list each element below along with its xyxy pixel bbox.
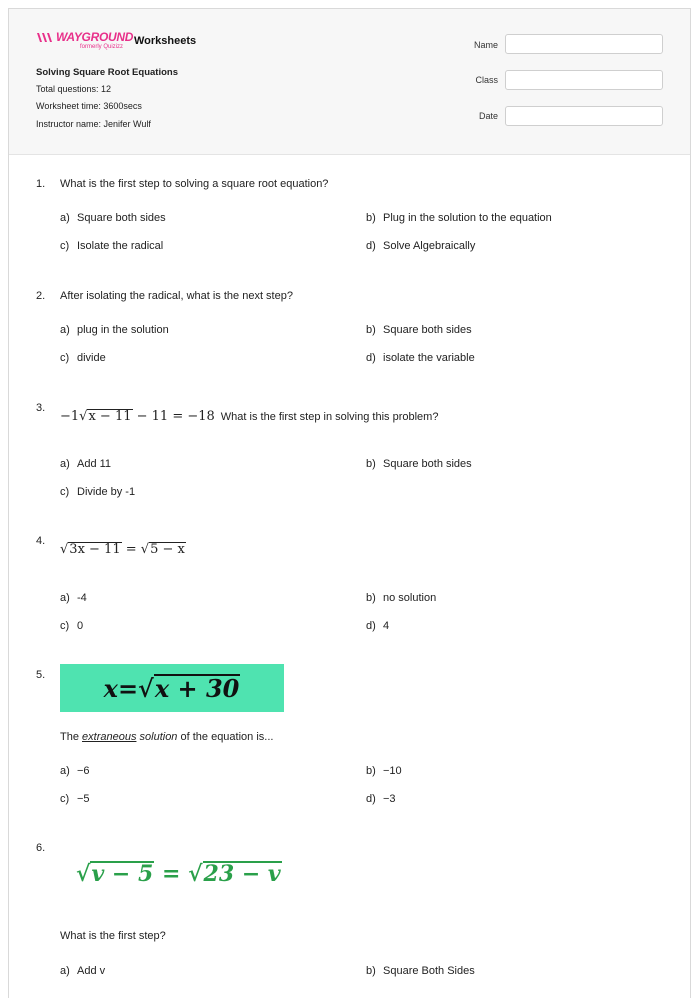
question-5-option-b[interactable] <box>366 765 402 777</box>
option-text: −10 <box>383 765 402 777</box>
option-letter: c) <box>60 240 70 252</box>
question-1-option-c[interactable] <box>60 240 163 252</box>
date-field[interactable] <box>505 106 663 126</box>
question-6-option-b[interactable] <box>366 965 475 977</box>
option-text: Divide by -1 <box>77 486 136 498</box>
date-label: Date <box>478 111 498 121</box>
option-text: −5 <box>77 793 90 805</box>
wayground-logo <box>36 30 134 50</box>
question-2-option-d[interactable] <box>366 352 475 364</box>
worksheet-time: Worksheet time: 3600secs <box>36 101 142 111</box>
question-5-option-a[interactable] <box>60 765 90 777</box>
option-text: Solve Algebraically <box>383 240 476 252</box>
question-3-equation: −1√x − 11 − 11 = −18 <box>60 409 215 424</box>
question-2-option-b[interactable] <box>366 324 472 336</box>
option-text: Add 11 <box>77 458 112 470</box>
wayground-logo-icon <box>36 31 53 43</box>
logo-subtitle: formerly Quizizz <box>80 44 124 50</box>
question-4-option-a[interactable] <box>60 592 87 604</box>
option-letter: c) <box>60 620 70 632</box>
total-questions: Total questions: 12 <box>36 84 112 94</box>
question-3-option-c[interactable] <box>60 486 135 498</box>
option-letter: b) <box>366 212 376 224</box>
class-label: Class <box>475 75 498 85</box>
option-letter: b) <box>366 458 376 470</box>
question-1-option-b[interactable] <box>366 212 552 224</box>
eq-equals: = <box>117 673 139 703</box>
option-letter: b) <box>366 965 376 977</box>
question-4-option-b[interactable] <box>366 592 436 604</box>
name-label: Name <box>473 40 498 50</box>
eq-equals: = <box>154 861 189 887</box>
text-suffix: of the equation is... <box>177 731 274 743</box>
option-letter: c) <box>60 352 70 364</box>
question-4-option-c[interactable] <box>60 620 83 632</box>
option-letter: d) <box>366 793 376 805</box>
question-5-number: 5. <box>36 669 46 681</box>
option-text: −3 <box>383 793 396 805</box>
question-1-number: 1. <box>36 178 46 190</box>
question-6-equation-image: √v − 5 = √23 − v <box>76 861 281 887</box>
question-4-option-d[interactable] <box>366 620 389 632</box>
option-text: no solution <box>383 592 437 604</box>
option-text: Isolate the radical <box>77 240 164 252</box>
app-title: Worksheets <box>134 35 197 47</box>
question-2-option-a[interactable] <box>60 324 169 336</box>
question-1-text: What is the first step to solving a square root equation? <box>60 178 329 190</box>
math-equals: = <box>121 542 141 557</box>
math-prefix: −1 <box>60 409 80 424</box>
question-6-text: What is the first step? <box>60 930 166 942</box>
question-3-text: What is the first step in solving this problem? <box>220 411 439 423</box>
question-3-option-a[interactable] <box>60 458 111 470</box>
question-1-option-d[interactable] <box>366 240 475 252</box>
option-letter: a) <box>60 965 70 977</box>
option-letter: a) <box>60 212 70 224</box>
option-text: plug in the solution <box>77 324 169 336</box>
option-text: −6 <box>77 765 90 777</box>
eq-left-radicand: v − 5 <box>91 861 154 887</box>
option-letter: a) <box>60 324 70 336</box>
logo-wordmark: WAYGROUND <box>56 30 134 44</box>
option-letter: d) <box>366 352 376 364</box>
option-text: 0 <box>77 620 84 632</box>
option-text: isolate the variable <box>383 352 475 364</box>
option-text: Square both sides <box>383 458 472 470</box>
option-letter: c) <box>60 486 70 498</box>
worksheet-title: Solving Square Root Equations <box>36 67 178 78</box>
option-text: 4 <box>383 620 390 632</box>
worksheet-page <box>8 8 691 998</box>
question-5-equation: x = √ x + 30 <box>103 673 240 704</box>
math-left-radicand: 3x − 11 <box>69 542 121 557</box>
option-letter: d) <box>366 620 376 632</box>
option-text: Square both sides <box>77 212 166 224</box>
question-3-option-b[interactable] <box>366 458 472 470</box>
option-letter: a) <box>60 765 70 777</box>
option-letter: d) <box>366 240 376 252</box>
question-4-number: 4. <box>36 535 46 547</box>
question-3-number: 3. <box>36 402 46 414</box>
math-suffix: − 11 = −18 <box>132 409 215 424</box>
option-letter: a) <box>60 458 70 470</box>
question-2-option-c[interactable] <box>60 352 106 364</box>
option-text: Square Both Sides <box>383 965 475 977</box>
question-4-equation: √3x − 11 = √5 − x <box>60 542 185 557</box>
question-2-number: 2. <box>36 290 46 302</box>
name-field[interactable] <box>505 34 663 54</box>
question-5-option-c[interactable] <box>60 793 90 805</box>
math-radicand: x − 11 <box>88 409 132 424</box>
question-5-option-d[interactable] <box>366 793 396 805</box>
option-letter: b) <box>366 592 376 604</box>
option-text: Square both sides <box>383 324 472 336</box>
question-6-option-a[interactable] <box>60 965 105 977</box>
option-text: Plug in the solution to the equation <box>383 212 552 224</box>
option-letter: a) <box>60 592 70 604</box>
option-text: divide <box>77 352 106 364</box>
eq-radicand: x + 30 <box>154 674 240 704</box>
question-5-equation-image <box>60 664 284 712</box>
text-underlined: extraneous <box>82 731 137 743</box>
question-6-number: 6. <box>36 842 46 854</box>
option-letter: b) <box>366 765 376 777</box>
option-letter: b) <box>366 324 376 336</box>
worksheet-header <box>9 9 690 155</box>
instructor-name: Instructor name: Jenifer Wulf <box>36 119 151 129</box>
option-text: Add v <box>77 965 106 977</box>
question-5-text <box>60 731 273 743</box>
eq-left: x <box>103 673 118 703</box>
question-3-prompt <box>60 409 438 424</box>
class-field[interactable] <box>505 70 663 90</box>
question-1-option-a[interactable] <box>60 212 166 224</box>
text-prefix: The <box>60 731 83 743</box>
question-2-text: After isolating the radical, what is the next step? <box>60 290 293 302</box>
eq-right-radicand: 23 − v <box>203 861 281 887</box>
math-right-radicand: 5 − x <box>150 542 185 557</box>
text-italic: solution <box>136 731 178 743</box>
option-text: -4 <box>77 592 87 604</box>
option-letter: c) <box>60 793 70 805</box>
